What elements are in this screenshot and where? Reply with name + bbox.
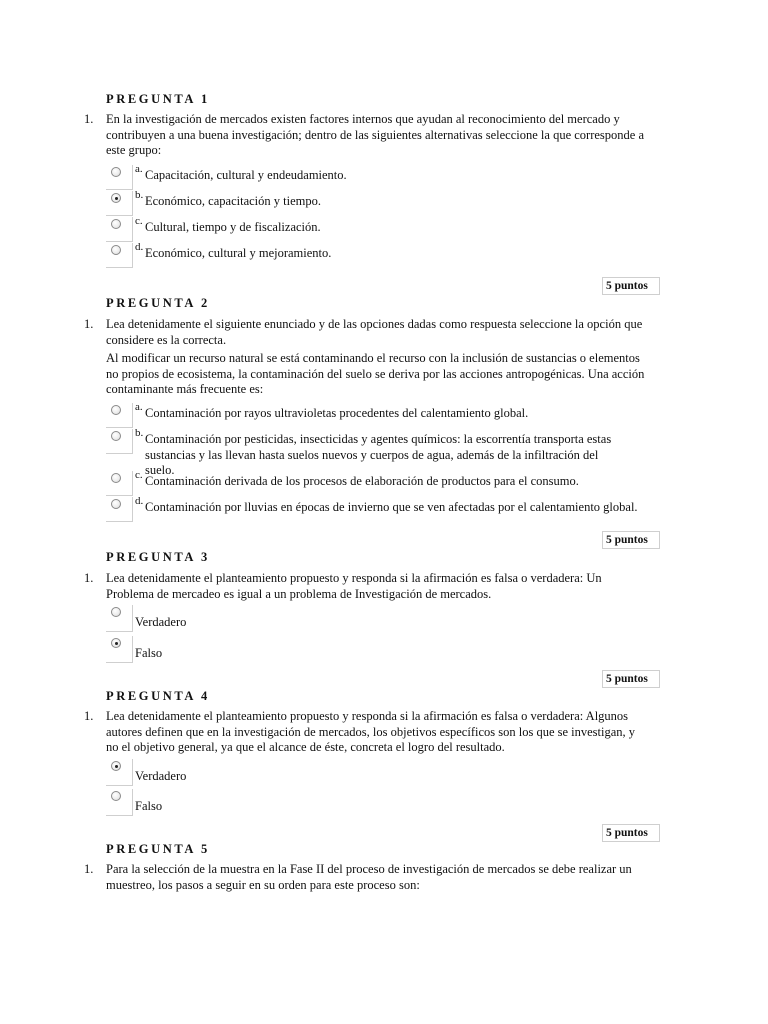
- radio-icon[interactable]: [111, 473, 121, 483]
- question-1-title: PREGUNTA 1: [106, 92, 210, 106]
- option-letter: a.: [135, 401, 143, 413]
- radio-icon[interactable]: [111, 245, 121, 255]
- radio-selected-icon[interactable]: [111, 193, 121, 203]
- question-2-statement: Al modificar un recurso natural se está contaminando el recurso con la inclusión de sustancias o elementos no propios de ecosistema, la contaminación del suelo se deriva por las acciones antropogénicas. Una acción contaminante más frecuente es:: [106, 351, 645, 396]
- q2-option-a-box: [106, 403, 133, 428]
- option-text: Falso: [135, 799, 163, 813]
- question-2-title: PREGUNTA 2: [106, 296, 210, 310]
- option-letter: c.: [135, 215, 143, 227]
- option-text: Contaminación por rayos ultravioletas procedentes del calentamiento global.: [145, 406, 529, 420]
- q2-option-d-box: [106, 497, 133, 522]
- radio-selected-icon[interactable]: [111, 761, 121, 771]
- radio-icon[interactable]: [111, 219, 121, 229]
- radio-icon[interactable]: [111, 607, 121, 617]
- radio-icon[interactable]: [111, 499, 121, 509]
- option-text: Contaminación por lluvias en épocas de invierno que se ven afectadas por el calentamiento global.: [145, 500, 638, 514]
- question-2-text: Lea detenidamente el siguiente enunciado y de las opciones dadas como respuesta seleccione la opción que considere es la correcta.: [106, 317, 643, 347]
- question-3-points: 5 puntos: [602, 670, 660, 688]
- q2-option-a[interactable]: [106, 403, 666, 429]
- q4-option-false-box: [106, 789, 133, 816]
- q2-option-c[interactable]: [106, 471, 666, 497]
- q2-option-c-box: [106, 471, 133, 496]
- q1-option-d[interactable]: [106, 243, 666, 269]
- q1-option-b-box: [106, 191, 133, 216]
- q2-option-b[interactable]: [106, 427, 666, 477]
- option-text: Económico, cultural y mejoramiento.: [145, 246, 332, 260]
- question-4-title: PREGUNTA 4: [106, 689, 210, 703]
- question-3-title: PREGUNTA 3: [106, 550, 210, 564]
- radio-icon[interactable]: [111, 167, 121, 177]
- q4-option-true[interactable]: [106, 759, 666, 787]
- option-letter: b.: [135, 189, 144, 201]
- option-text: Contaminación por pesticidas, insecticidas y agentes químicos: la escorrentía transporta estas sustancias y las llevan hasta suelos nuevos y cuerpos de agua, además de la infiltración del suelo.: [145, 432, 612, 477]
- option-letter: b.: [135, 427, 144, 439]
- q1-option-a-box: [106, 165, 133, 190]
- question-2-points: 5 puntos: [602, 531, 660, 549]
- question-1-number: 1.: [84, 112, 94, 126]
- option-text: Cultural, tiempo y de fiscalización.: [145, 220, 321, 234]
- q2-option-d[interactable]: [106, 497, 666, 523]
- question-4-text: Lea detenidamente el planteamiento propuesto y responda si la afirmación es falsa o verdadera: Algunos autores definen que en la investigación de mercados, los objetivos específicos son los que se investigan, y no el objetivo general, ya que el alcance de éste, concreta el logro del resultado.: [106, 709, 636, 754]
- question-4-points: 5 puntos: [602, 824, 660, 842]
- question-1-points: 5 puntos: [602, 277, 660, 295]
- option-letter: d.: [135, 495, 144, 507]
- option-text: Capacitación, cultural y endeudamiento.: [145, 168, 347, 182]
- question-3-number: 1.: [84, 571, 94, 585]
- option-text: Económico, capacitación y tiempo.: [145, 194, 321, 208]
- q4-option-false[interactable]: [106, 789, 666, 817]
- q3-option-true-box: [106, 605, 133, 632]
- radio-icon[interactable]: [111, 431, 121, 441]
- q3-option-false[interactable]: [106, 636, 666, 664]
- q1-option-a[interactable]: [106, 165, 666, 191]
- radio-icon[interactable]: [111, 405, 121, 415]
- option-text: Verdadero: [135, 769, 187, 783]
- q1-option-c[interactable]: [106, 217, 666, 243]
- question-4-number: 1.: [84, 709, 94, 723]
- q1-option-c-box: [106, 217, 133, 242]
- question-5-text: Para la selección de la muestra en la Fase II del proceso de investigación de mercados se debe realizar un muestreo, los pasos a seguir en su orden para este proceso son:: [106, 862, 632, 892]
- option-letter: c.: [135, 469, 143, 481]
- radio-icon[interactable]: [111, 791, 121, 801]
- q4-option-true-box: [106, 759, 133, 786]
- option-letter: a.: [135, 163, 143, 175]
- question-2-number: 1.: [84, 317, 94, 331]
- option-text: Falso: [135, 646, 163, 660]
- q1-option-d-box: [106, 243, 133, 268]
- q3-option-false-box: [106, 636, 133, 663]
- option-text: Contaminación derivada de los procesos de elaboración de productos para el consumo.: [145, 474, 579, 488]
- option-text: Verdadero: [135, 615, 187, 629]
- question-5-number: 1.: [84, 862, 94, 876]
- question-1-text: En la investigación de mercados existen factores internos que ayudan al reconocimiento del mercado y contribuyen a una buena investigación; dentro de las siguientes alternativas seleccione la que corresponde a este grupo:: [106, 112, 644, 157]
- radio-selected-icon[interactable]: [111, 638, 121, 648]
- q3-option-true[interactable]: [106, 605, 666, 633]
- question-5-title: PREGUNTA 5: [106, 842, 210, 856]
- option-letter: d.: [135, 241, 144, 253]
- q2-option-b-box: [106, 429, 133, 454]
- q1-option-b[interactable]: [106, 191, 666, 217]
- question-3-text: Lea detenidamente el planteamiento propuesto y responda si la afirmación es falsa o verdadera: Un Problema de mercadeo es igual a un problema de Investigación de mercados.: [106, 571, 602, 601]
